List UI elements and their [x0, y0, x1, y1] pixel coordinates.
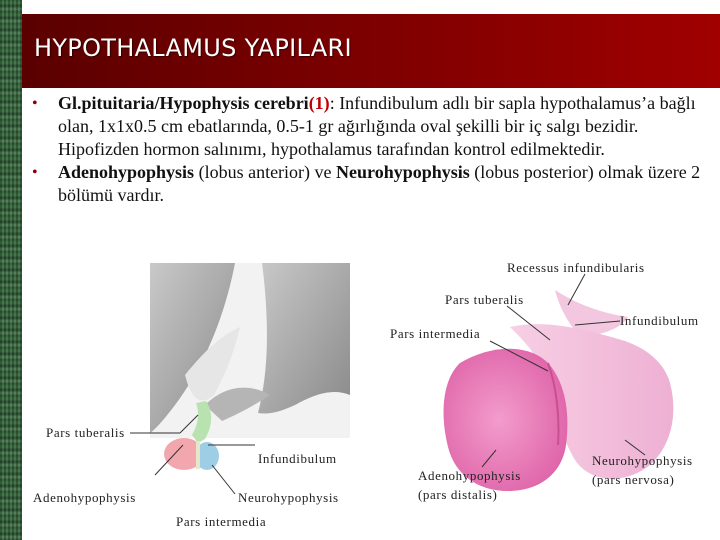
bullet-text: (lobus anterior) ve [194, 162, 337, 182]
label-infundibulum-right: Infundibulum [620, 313, 699, 328]
label-adenohypophysis-distalis: Adenohypophysis [418, 468, 521, 483]
bullet-lobes [30, 161, 720, 207]
label-recessus-infundibularis: Recessus infundibularis [507, 260, 645, 275]
label-pars-tuberalis-left: Pars tuberalis [46, 425, 125, 440]
term-hypophysis: Gl.pituitaria/Hypophysis cerebri [58, 93, 309, 113]
reference-number: (1) [308, 93, 330, 113]
label-pars-intermedia-right: Pars intermedia [390, 326, 481, 341]
bullet-text: (lobus posterior) olmak üzere 2 bölümü vardır. [58, 162, 701, 205]
bullet-marker: • [32, 95, 38, 112]
bullet-text: : Infundibulum adlı bir sapla hypothalamus’a bağlı olan, 1x1x0.5 cm ebatlarında, 0.5-1 gr ağırlığında oval şekilli bir iç salgı bezidir. Hipofizden hormon salınımı, hypothalamus tarafından kontrol edilmektedir. [58, 93, 696, 159]
title-bar [22, 14, 720, 88]
label-pars-nervosa: (pars nervosa) [592, 472, 675, 487]
term-adenohypophysis: Adenohypophysis [58, 162, 195, 182]
slide-title: HYPOTHALAMUS YAPILARI [34, 34, 352, 62]
brain-section-illustration [150, 263, 350, 438]
label-neurohypophysis-left: Neurohypophysis [238, 490, 339, 505]
bullet-hypophysis [30, 92, 720, 161]
term-neurohypophysis: Neurohypophysis [336, 162, 470, 182]
label-pars-intermedia-left: Pars intermedia [176, 514, 267, 529]
bullet-marker: • [32, 164, 38, 181]
hypophysis-figure [0, 255, 720, 540]
label-neurohypophysis-nervosa: Neurohypophysis [592, 453, 693, 468]
bullet-list [30, 92, 720, 207]
label-infundibulum-left: Infundibulum [258, 451, 337, 466]
label-adenohypophysis-left: Adenohypophysis [33, 490, 136, 505]
label-pars-tuberalis-right: Pars tuberalis [445, 292, 524, 307]
label-pars-distalis: (pars distalis) [418, 487, 498, 502]
